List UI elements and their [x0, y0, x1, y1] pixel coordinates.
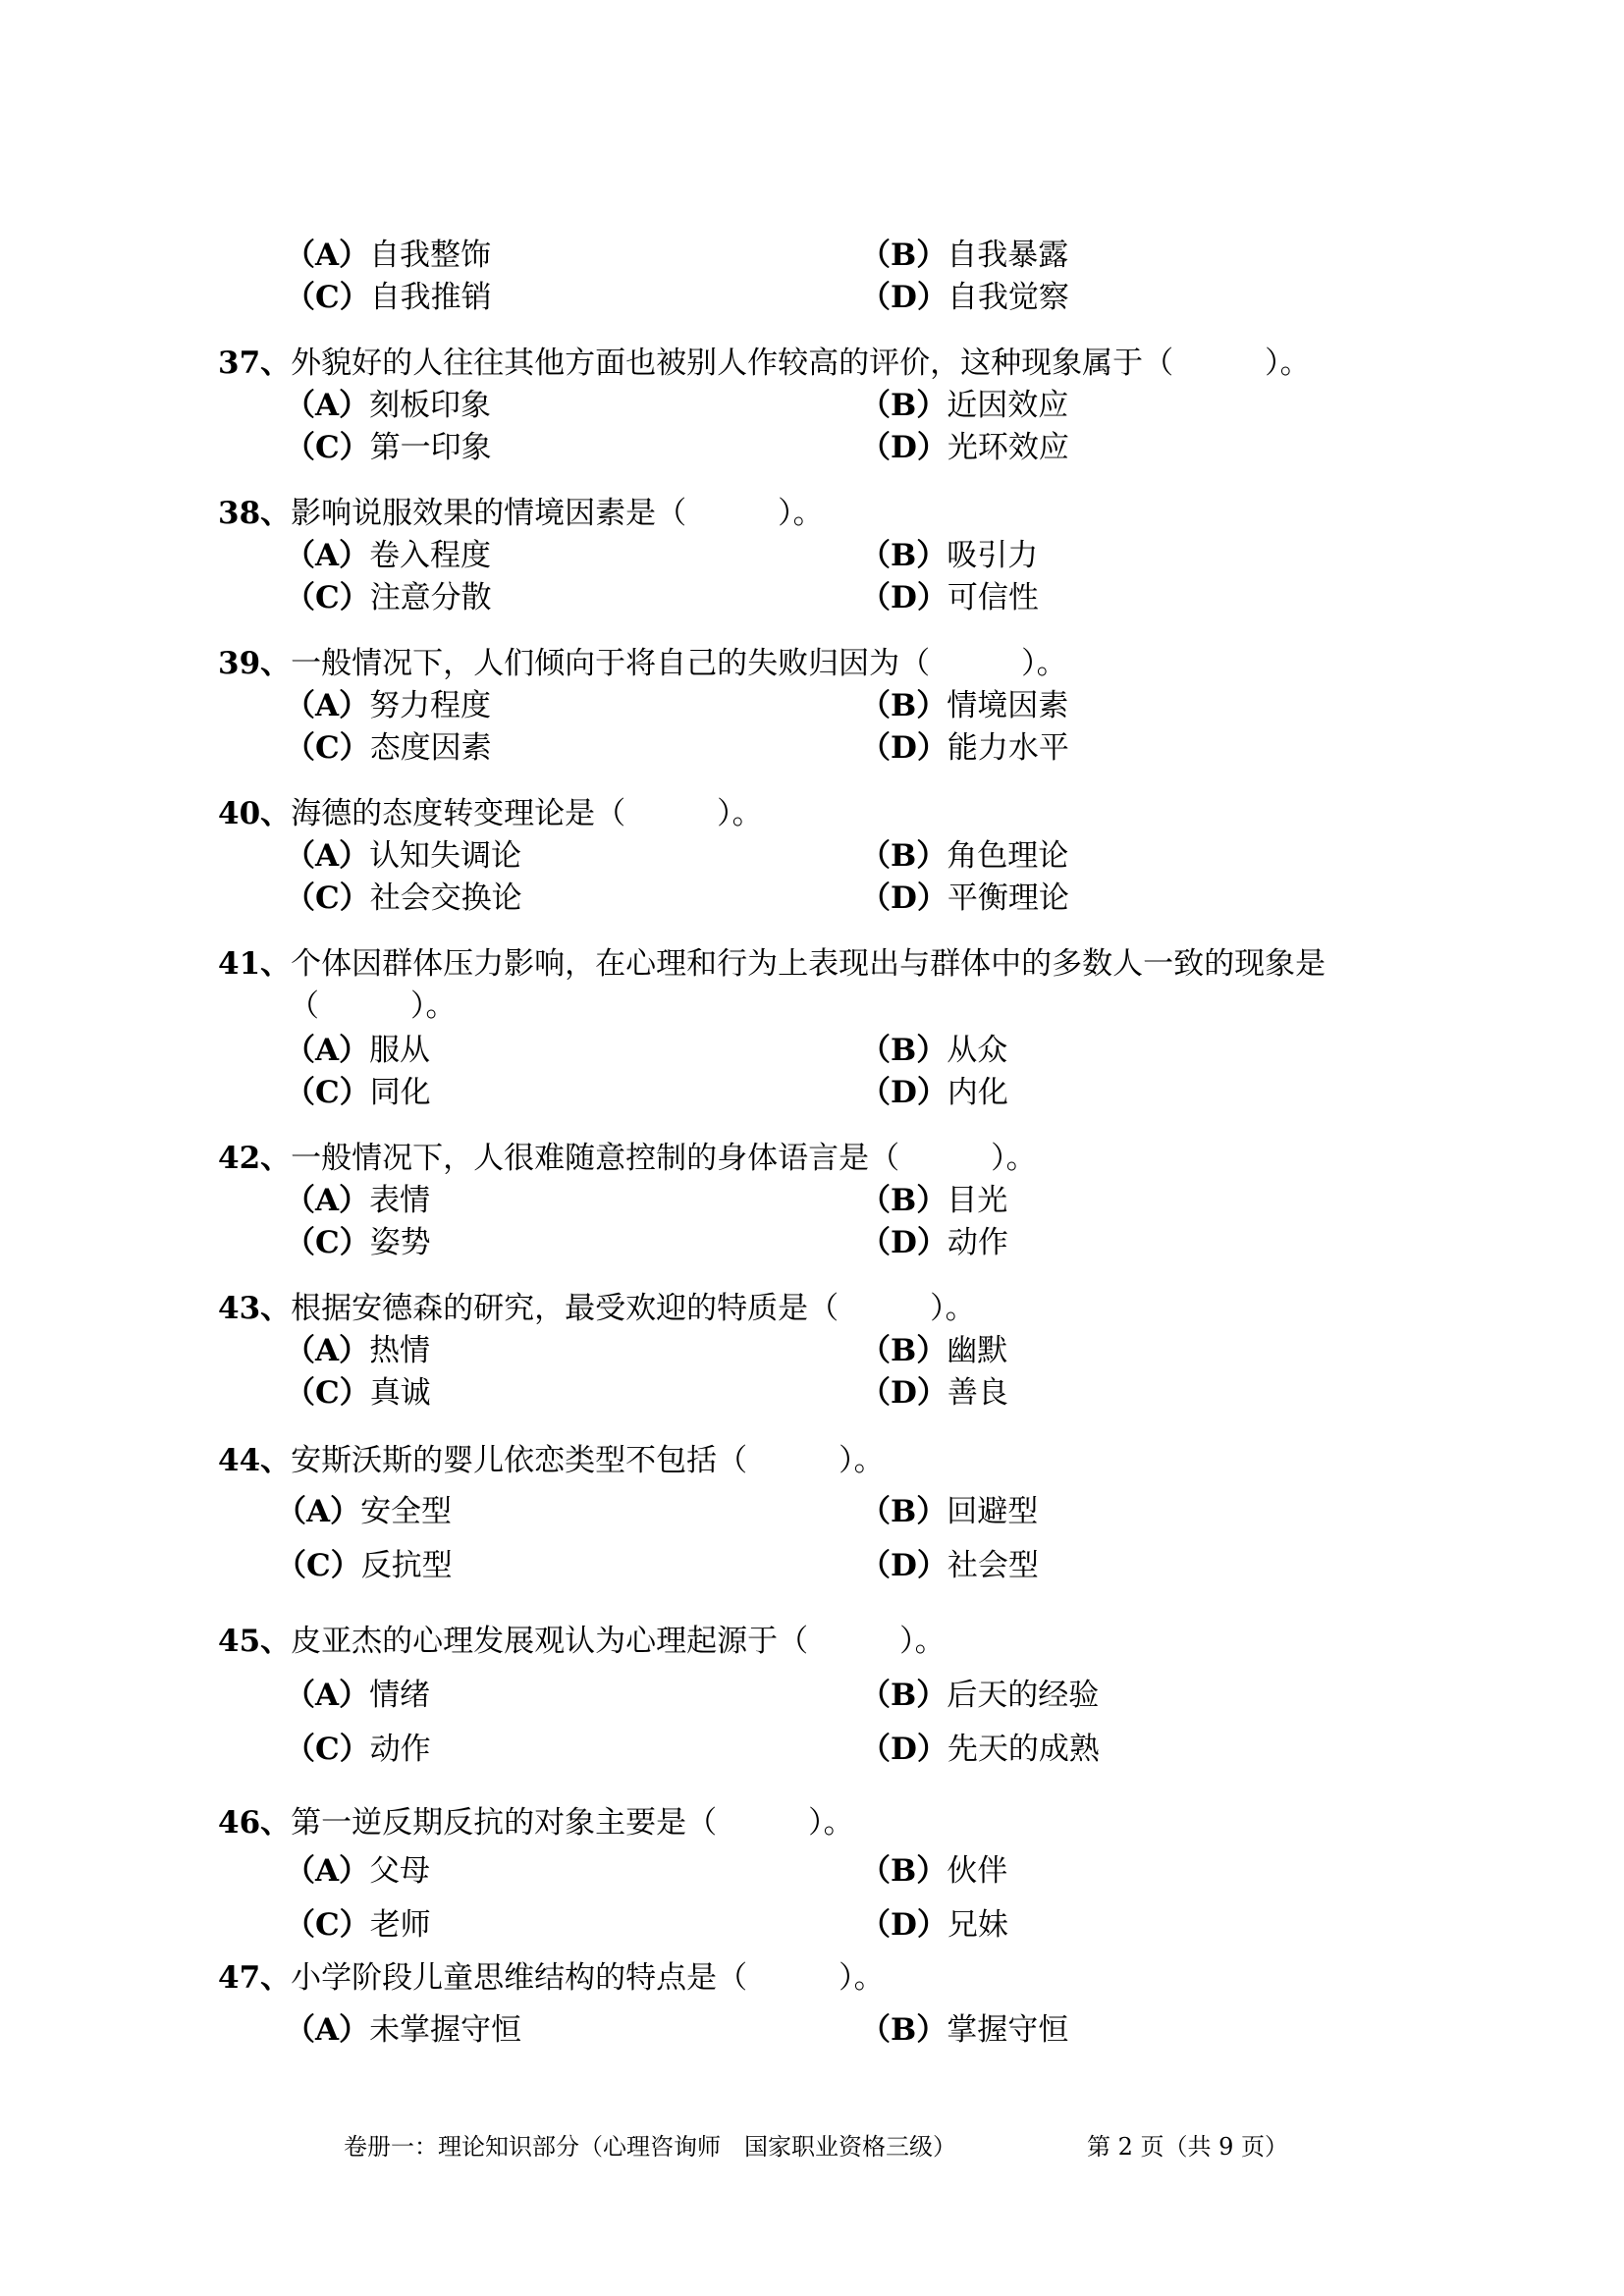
- option-a: （A）认知失调论: [285, 838, 522, 874]
- option-b: （B）后天的经验: [860, 1678, 1100, 1713]
- option-c: （C）态度因素: [285, 730, 492, 766]
- option-b: （B）吸引力: [860, 538, 1039, 573]
- option-d: （D）平衡理论: [860, 881, 1069, 916]
- question-stem: 45、皮亚杰的心理发展观认为心理起源于（ ）。: [218, 1624, 946, 1659]
- option-b: （B）目光: [860, 1183, 1008, 1218]
- option-a: （A）表情: [285, 1183, 431, 1218]
- option-b: （B）伙伴: [860, 1853, 1008, 1889]
- option-b: （B）自我暴露: [860, 238, 1069, 273]
- option-a: （A）努力程度: [285, 688, 492, 723]
- option-d: （D）可信性: [860, 580, 1039, 615]
- option-a: （A）情绪: [285, 1678, 431, 1713]
- question-stem: 40、海德的态度转变理论是（ ）。: [218, 796, 763, 831]
- option-b: （B）回避型: [860, 1494, 1039, 1529]
- option-c: （C）社会交换论: [285, 881, 522, 916]
- option-c: （C）老师: [285, 1907, 431, 1943]
- option-c: （C）注意分散: [285, 580, 492, 615]
- question-stem: 38、影响说服效果的情境因素是（ ）。: [218, 496, 824, 531]
- option-b: （B）近因效应: [860, 388, 1069, 423]
- question-stem: 44、安斯沃斯的婴儿依恋类型不包括（ ）。: [218, 1443, 885, 1478]
- question-stem: 43、根据安德森的研究，最受欢迎的特质是（ ）。: [218, 1291, 976, 1326]
- option-b: （B）掌握守恒: [860, 2012, 1069, 2048]
- option-d: （D）内化: [860, 1075, 1008, 1110]
- option-c: （C）姿势: [285, 1225, 431, 1260]
- option-d: （D）光环效应: [860, 430, 1069, 465]
- option-b: （B）从众: [860, 1033, 1008, 1068]
- question-stem: 42、一般情况下，人很难随意控制的身体语言是（ ）。: [218, 1141, 1037, 1176]
- option-c: （C）动作: [285, 1732, 431, 1767]
- option-d: （D）自我觉察: [860, 280, 1069, 315]
- question-stem: 47、小学阶段儿童思维结构的特点是（ ）。: [218, 1960, 885, 1996]
- option-c: （C）第一印象: [285, 430, 492, 465]
- option-c: （C）反抗型: [276, 1548, 453, 1583]
- option-c: （C）自我推销: [285, 280, 492, 315]
- option-a: （A）服从: [285, 1033, 431, 1068]
- question-stem: 41、个体因群体压力影响，在心理和行为上表现出与群体中的多数人一致的现象是: [218, 946, 1326, 982]
- option-a: （A）父母: [285, 1853, 431, 1889]
- option-c: （C）真诚: [285, 1375, 431, 1411]
- option-a: （A）卷入程度: [285, 538, 492, 573]
- question-stem: 46、第一逆反期反抗的对象主要是（ ）。: [218, 1805, 854, 1841]
- option-a: （A）热情: [285, 1333, 431, 1368]
- option-d: （D）动作: [860, 1225, 1008, 1260]
- option-d: （D）社会型: [860, 1548, 1039, 1583]
- option-d: （D）能力水平: [860, 730, 1069, 766]
- option-d: （D）先天的成熟: [860, 1732, 1100, 1767]
- option-a: （A）自我整饰: [285, 238, 492, 273]
- option-b: （B）幽默: [860, 1333, 1008, 1368]
- option-a: （A）安全型: [276, 1494, 453, 1529]
- option-a: （A）未掌握守恒: [285, 2012, 522, 2048]
- option-b: （B）情境因素: [860, 688, 1069, 723]
- option-d: （D）兄妹: [860, 1907, 1008, 1943]
- option-a: （A）刻板印象: [285, 388, 492, 423]
- footer-title: 卷册一：理论知识部分（心理咨询师 国家职业资格三级）: [344, 2133, 956, 2161]
- question-stem: 37、外貌好的人往往其他方面也被别人作较高的评价，这种现象属于（ ）。: [218, 346, 1311, 381]
- option-c: （C）同化: [285, 1075, 431, 1110]
- option-d: （D）善良: [860, 1375, 1008, 1411]
- question-stem-continued: （ ）。: [289, 988, 457, 1024]
- question-stem: 39、一般情况下，人们倾向于将自己的失败归因为（ ）。: [218, 646, 1067, 681]
- option-b: （B）角色理论: [860, 838, 1069, 874]
- page-number: 第 2 页（共 9 页）: [1087, 2133, 1289, 2161]
